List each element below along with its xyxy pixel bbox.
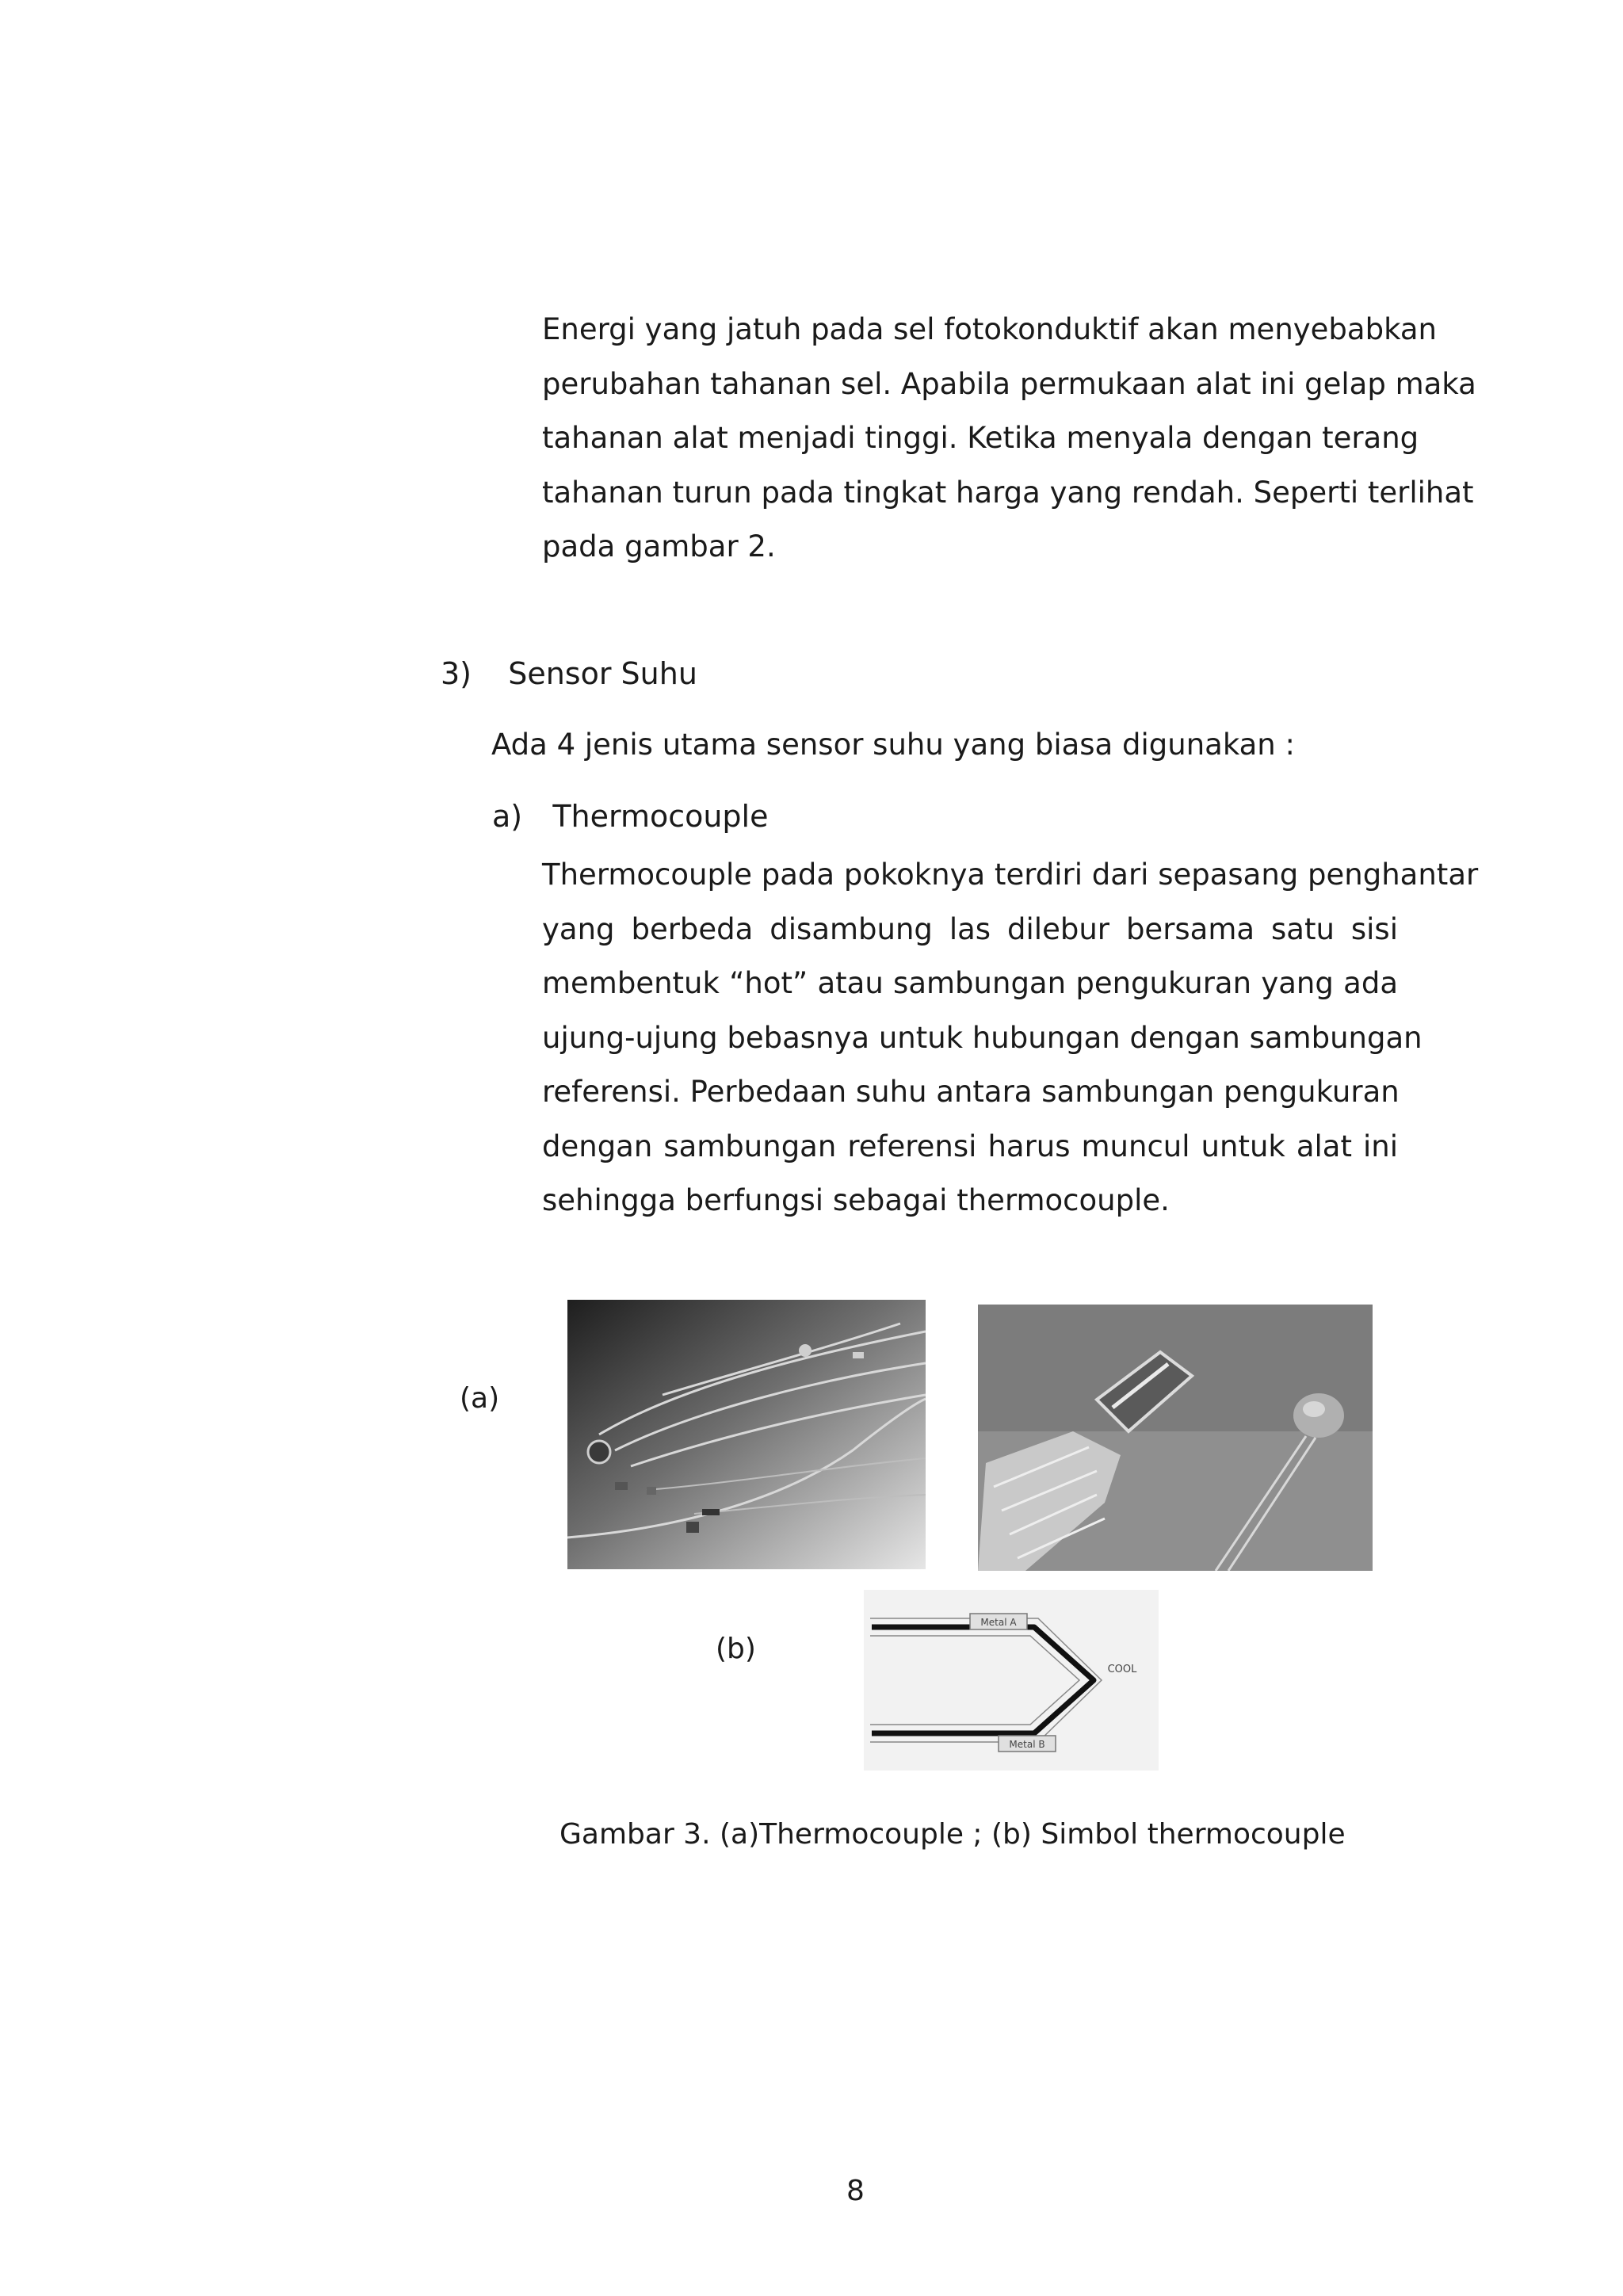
text-line: ujung-ujung bebasnya untuk hubungan dengan sambungan (542, 1020, 1423, 1055)
text-line: Thermocouple pada pokoknya terdiri dari sepasang penghantar (542, 858, 1479, 892)
page-number: 8 (846, 2175, 865, 2207)
text-line: tahanan alat menjadi tinggi. Ketika menyala dengan terang (542, 421, 1419, 455)
figure-label-a: (a) (460, 1382, 500, 1415)
figure-label-b: (b) (716, 1633, 756, 1665)
subsection-letter: a) (492, 799, 523, 834)
thermocouple-paragraph (542, 848, 1479, 1228)
metal-b-label: Metal B (1009, 1739, 1045, 1750)
text-line: tahanan turun pada tingkat harga yang rendah. Seperti terlihat (542, 475, 1474, 510)
subsection-heading (492, 799, 769, 834)
thermocouple-probes-photo (567, 1300, 926, 1569)
section-intro: Ada 4 jenis utama sensor suhu yang biasa digunakan : (491, 728, 1295, 762)
text-line: membentuk “hot” atau sambungan pengukuran yang ada (542, 966, 1398, 1000)
section-title: Sensor Suhu (508, 656, 697, 691)
text-line: dengan sambungan referensi harus muncul untuk alat ini (542, 1129, 1398, 1163)
text-line: referensi. Perbedaan suhu antara sambungan pengukuran (542, 1075, 1400, 1109)
junction-label: COOL (1107, 1664, 1137, 1675)
thermocouple-sensor-photo (978, 1305, 1373, 1571)
section-number: 3) (441, 656, 472, 691)
thermocouple-symbol-diagram (864, 1590, 1159, 1771)
metal-a-label: Metal A (980, 1617, 1017, 1628)
intro-paragraph (542, 303, 1476, 575)
subsection-title: Thermocouple (552, 799, 769, 834)
text-line: yang berbeda disambung las dilebur bersama satu sisi (542, 911, 1398, 946)
text-line: Energi yang jatuh pada sel fotokonduktif akan menyebabkan (542, 312, 1437, 346)
text-line: sehingga berfungsi sebagai thermocouple. (542, 1183, 1170, 1217)
section-heading (441, 656, 697, 691)
figure-caption: Gambar 3. (a)Thermocouple ; (b) Simbol thermocouple (559, 1818, 1346, 1851)
text-line: perubahan tahanan sel. Apabila permukaan alat ini gelap maka (542, 366, 1476, 401)
text-line: pada gambar 2. (542, 529, 776, 563)
